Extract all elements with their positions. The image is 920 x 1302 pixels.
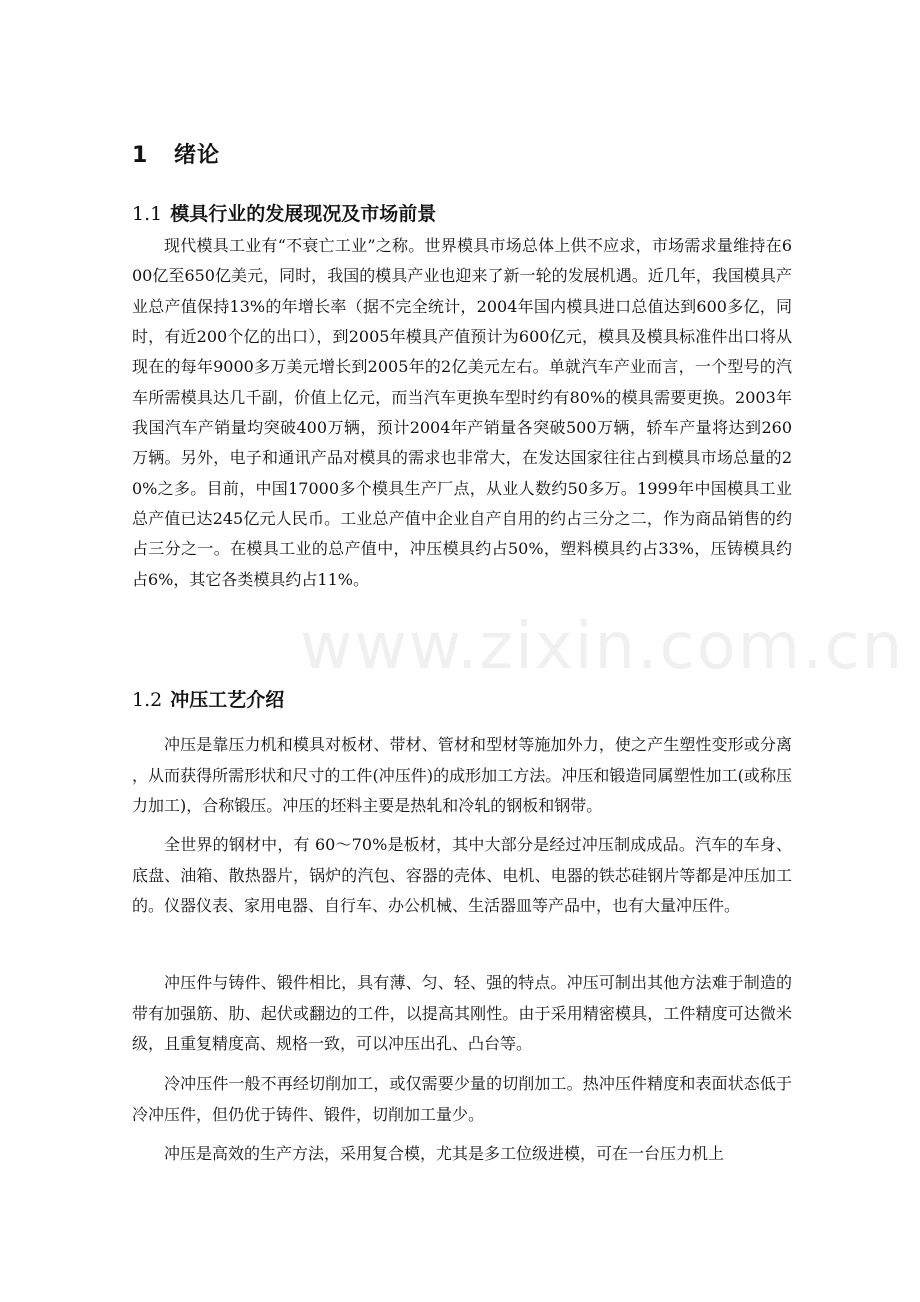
watermark: www.zixin.com.cn <box>300 610 905 684</box>
paragraph: 冲压是靠压力机和模具对板材、带材、管材和型材等施加外力，使之产生塑性变形或分离，从而获得所需形状和尺寸的工件(冲压件)的成形加工方法。冲压和锻造同属塑性加工(或称压力加工)，合称锻压。冲压的坯料主要是热轧和冷轧的钢板和钢带。 <box>132 735 792 815</box>
paragraph: 现代模具工业有“不衰亡工业”之称。世界模具市场总体上供不应求，市场需求量维持在600亿至650亿美元，同时，我国的模具产业也迎来了新一轮的发展机遇。近几年，我国模具产业总产值保持13%的年增长率（据不完全统计，2004年国内模具进口总值达到600多亿，同时，有近200个亿的出口），到2005年模具产值预计为600亿元，模具及模具标准件出口将从现在的每年9000多万美元增长到2005年的2亿美元左右。单就汽车产业而言，一个型号的汽车所需模具达几千副，价值上亿元，而当汽车更换车型时约有80%的模具需要更换。2003年我国汽车产销量均突破400万辆，预计2004年产销量各突破500万辆，轿车产量将达到260万辆。另外，电子和通讯产品对模具的需求也非常大，在发达国家往往占到模具市场总量的20%之多。目前，中国17000多个模具生产厂点，从业人数约50多万。1999年中国模具工业总产值已达245亿元人民币。工业总产值中企业自产自用的约占三分之二，作为商品销售的约占三分之一。在模具工业的总产值中，冲压模具约占50%，塑料模具约占33%，压铸模具约占6%，其它各类模具约占11%。 <box>132 236 792 589</box>
chapter-number: 1 <box>132 143 149 168</box>
paragraph: 冲压件与铸件、锻件相比，具有薄、匀、轻、强的特点。冲压可制出其他方法难于制造的带有加强筋、肋、起伏或翻边的工件，以提高其刚性。由于采用精密模具，工件精度可达微米级，且重复精度高、规格一致，可以冲压出孔、凸台等。 <box>132 973 792 1053</box>
section-number: 1.1 <box>132 203 163 225</box>
chapter-title: 绪论 <box>174 143 221 168</box>
section-number: 1.2 <box>132 689 163 711</box>
paragraph: 冲压是高效的生产方法，采用复合模，尤其是多工位级进模，可在一台压力机上 <box>164 1144 725 1163</box>
chapter-heading <box>132 138 220 169</box>
paragraph: 全世界的钢材中，有 60～70%是板材，其中大部分是经过冲压制成成品。汽车的车身、底盘、油箱、散热器片，锅炉的汽包、容器的壳体、电机、电器的铁芯硅钢片等都是冲压加工的。仪器仪表、家用电器、自行车、办公机械、生活器皿等产品中，也有大量冲压件。 <box>132 835 792 915</box>
section-heading <box>132 685 284 712</box>
section-title: 冲压工艺介绍 <box>170 689 285 711</box>
section-title: 模具行业的发展现况及市场前景 <box>170 203 437 225</box>
section-heading <box>132 199 436 226</box>
paragraph: 冷冲压件一般不再经切削加工，或仅需要少量的切削加工。热冲压件精度和表面状态低于冷冲压件，但仍优于铸件、锻件，切削加工量少。 <box>132 1074 792 1124</box>
